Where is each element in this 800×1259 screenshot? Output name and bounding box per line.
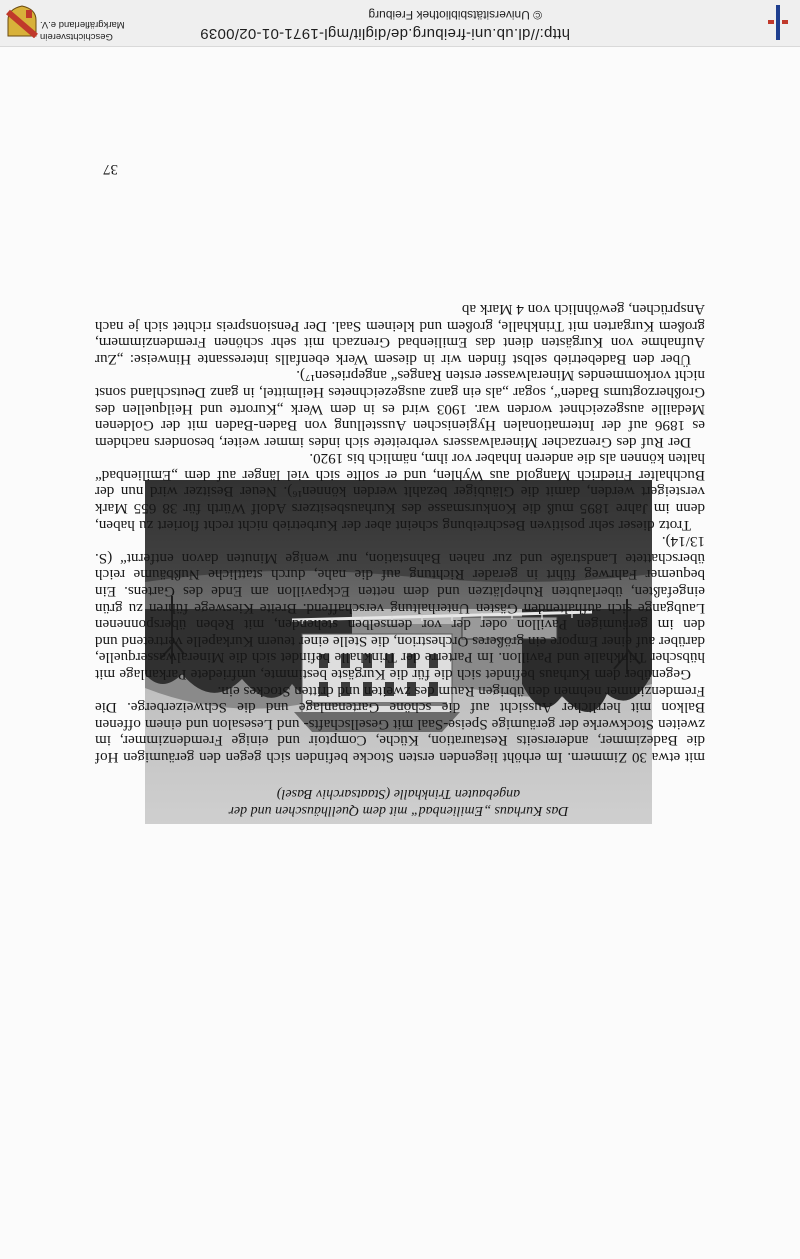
article-paragraph: Trotz dieser sehr positiven Beschreibung scheint aber der Kurbetrieb nicht recht floriert zu haben, denn im Jahre 1895 muß die Konkursmasse des Kurhausbesitzers Adolf Würth für 38 655 Mark versteigert werden, damit die Gläubiger bezahlt werden können¹⁶). Neuer Besitzer wird nun der Buchhalter Friedrich Mangold aus Wyhlen, und er sollte sich viel länger auf dem „Emilienbad“ halten können als die anderen Inhaber vor ihm, nämlich bis 1920. xyxy=(95,450,705,533)
library-logo-icon xyxy=(756,0,800,46)
article-paragraph: Über den Badebetrieb selbst finden wir in diesem Werk ebenfalls interessante Hinweise: „Zur Aufnahme von Kurgästen dient das Emilienbad Grenzach mit sehr schönen Fremdenzimmern, großem Kurgarten mit Trinkhalle, großem und kleinem Saal. Der Pensionspreis richtet sich je nach Ansprüchen, gewöhnlich von 4 Mark ab xyxy=(95,300,705,367)
library-header xyxy=(0,0,800,47)
article-body xyxy=(95,300,705,765)
society-coat-of-arms-icon xyxy=(6,5,38,38)
document-url[interactable]: http://dl.ub.uni-freiburg.de/diglit/mgl-1971-01-02/0039 xyxy=(199,25,570,42)
copyright-notice: © Universitätsbibliothek Freiburg xyxy=(368,8,542,22)
article-paragraph: Gegenüber dem Kurhaus befindet sich die für die Kurgäste bestimmte, umfriedete Parkanlage mit hübscher Trinkhalle und Pavillon. Im Parterre der Trinkhalle befindet sich die Mineralwasserquelle, darüber auf einer Empore ein größeres Orchestrion, die Stelle einer teuern Kurkapelle vertretend und den im geräumigen Pavillon oder der vor demselben stehenden, mit Reben übersponnenen Laubgange sich aufhaltenden Gästen Unterhaltung verschaffend. Breite Kieswege führen zu grün eingefaßten, überlaubten Ruheplätzen und dem netten Eckpavillon am Ende des Gartens. Ein bequemer Fahrweg führt in gerader Richtung auf die nahe, durch stattliche Nußbäume reich überschattete Landstraße und zur nahen Bahnstation, nur wenige Minuten davon entfernt“ (S. 13/14). xyxy=(95,533,705,683)
society-name: Geschichtsverein Markgräflerland e.V. xyxy=(40,19,125,42)
caption-line: angebauten Trinkhalle (Staatsarchiv Basel) xyxy=(276,786,521,801)
caption-line: Das Kurhaus „Emilienbad“ mit dem Quellhäuschen und der xyxy=(228,803,569,818)
article-paragraph: mit etwa 30 Zimmern. Im erhöht liegenden ersten Stocke befinden sich gegen den geräumigen Hof die Badezimmer, andererseits Restauration, Küche, Comptoir und einige Fremdenzimmer, im zweiten Stockwerke der geräumige Speise-Saal mit Gesellschafts- und Lesesalon und einem offenen Balkon mit herrlicher Aussicht auf die schöne Gartenanlage und die Schweizerberge. Die Fremdenzimmer nehmen den übrigen Raum des zweiten und dritten Stockes ein. xyxy=(95,682,705,765)
page-number: 37 xyxy=(103,161,118,177)
article-paragraph: Der Ruf des Grenzacher Mineralwassers verbreitete sich indes immer weiter, besonders nachdem es 1896 auf der Internationalen Hygienischen Ausstellung von Baden-Baden mit der Goldenen Medaille ausgezeichnet worden war. 1903 wird es in dem Werk „Kurorte und Heilquellen des Großherzogtums Baden“, sogar „als ein ganz ausgezeichnetes Heilmittel, in ganz Deutschland sonst nicht vorkommendes Mineralwasser ersten Ranges“ angepriesen¹⁷). xyxy=(95,367,705,450)
figure-caption xyxy=(145,785,652,819)
